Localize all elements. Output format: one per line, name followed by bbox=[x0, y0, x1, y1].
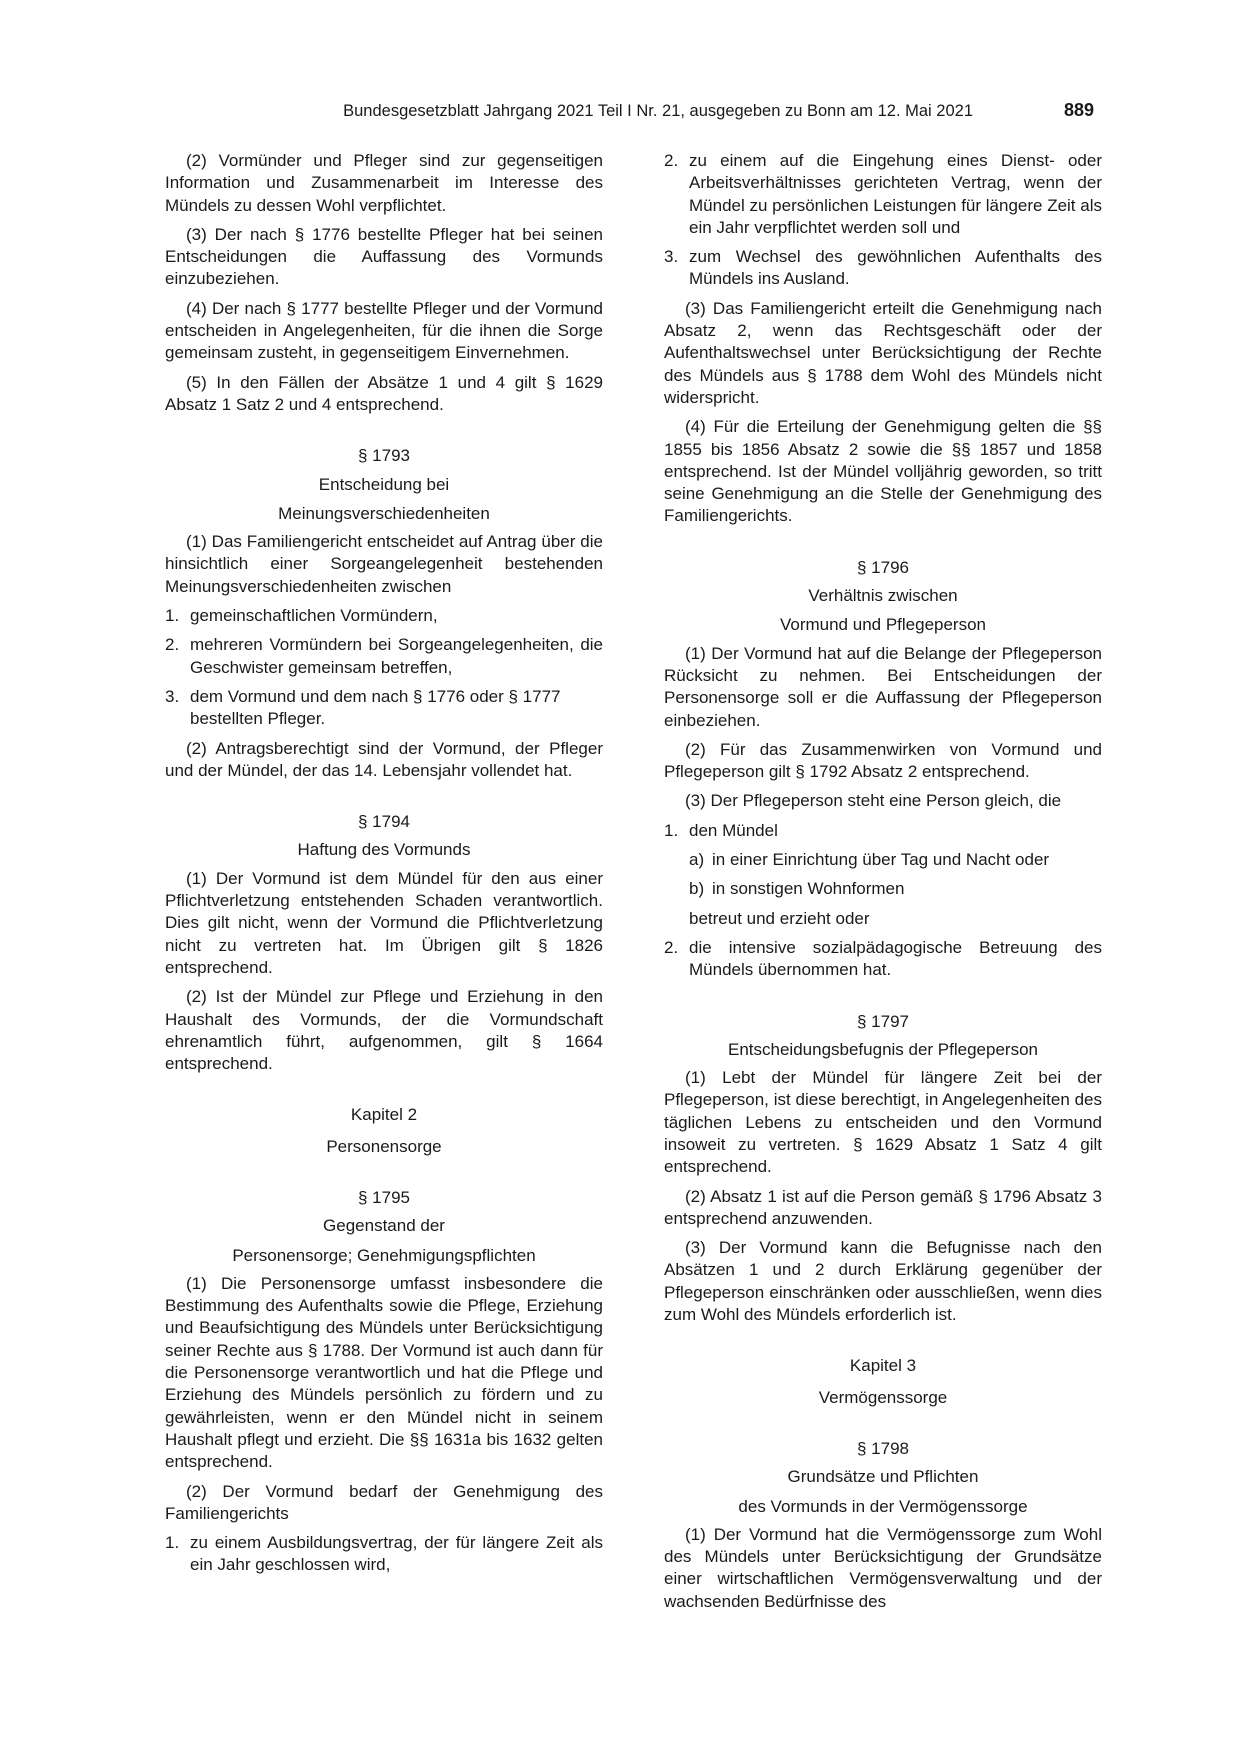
page-number: 889 bbox=[1064, 100, 1095, 120]
sub-list-text: in einer Einrichtung über Tag und Nacht oder bbox=[712, 850, 1050, 870]
paragraph: (2) Vormünder und Pfleger sind zur gegenseitigen Information und Zusammenarbeit im Interesse des Mündels zu dessen Wohl verpflichtet. bbox=[165, 151, 603, 215]
section-heading: Verhältnis zwischen bbox=[808, 586, 958, 606]
section-heading: des Vormunds in der Vermögenssorge bbox=[738, 1496, 1028, 1516]
paragraph: (5) In den Fällen der Absätze 1 und 4 gilt § 1629 Absatz 1 Satz 2 und 4 entsprechend. bbox=[165, 372, 603, 414]
list-item bbox=[165, 686, 603, 731]
paragraph: (1) Der Vormund hat auf die Belange der Pflegeperson Rücksicht zu nehmen. Bei Entscheidungen der Personensorge soll er die Auffassung der Pflegeperson einbeziehen. bbox=[664, 643, 1102, 730]
sub-list-item bbox=[664, 878, 1102, 900]
list-number: 3. bbox=[165, 686, 180, 706]
list-item bbox=[664, 820, 1102, 842]
section-number: § 1796 bbox=[857, 557, 909, 577]
list-number: 2. bbox=[165, 635, 180, 655]
paragraph: (2) Ist der Mündel zur Pflege und Erziehung in den Haushalt des Vormunds, der die Vormundschaft ehrenamtlich führt, aufgenommen, gilt § 1664 entsprechend. bbox=[165, 987, 603, 1074]
section-heading: Vormund und Pflegeperson bbox=[779, 615, 987, 635]
paragraph: (1) Die Personensorge umfasst insbesondere die Bestimmung des Aufenthalts sowie die Pflege, Erziehung und Beaufsichtigung des Mündels unter Berücksichtigung seiner Rechte aus § 1788. Der Vormund ist auch dann für die Personensorge verantwortlich und hat die Pflege und Erziehung des Mündels persönlich zu fördern und zu gewährleisten, wenn er den Mündel nicht in seinem Haushalt pflegt und erzieht. Die §§ 1631a bis 1632 gelten entsprechend. bbox=[165, 1273, 603, 1472]
paragraph: (1) Der Vormund hat die Vermögenssorge zum Wohl des Mündels unter Berücksichtigung der Grundsätze einer wirtschaftlichen Vermögensverwaltung und der wachsenden Bedürfnisse des bbox=[664, 1524, 1102, 1611]
right-column bbox=[664, 150, 1102, 1620]
list-text: mehreren Vormündern bei Sorgeangelegenheiten, die Geschwister gemeinsam betreffen, bbox=[190, 635, 603, 677]
list-item bbox=[165, 605, 603, 627]
section-heading: Grundsätze und Pflichten bbox=[787, 1467, 979, 1487]
header-title: Bundesgesetzblatt Jahrgang 2021 Teil I Nr. 21, ausgegeben zu Bonn am 12. Mai 2021 bbox=[343, 102, 973, 120]
section-number: § 1797 bbox=[857, 1011, 909, 1031]
section-number: § 1794 bbox=[358, 812, 410, 832]
section-heading: Personensorge; Genehmigungspflichten bbox=[232, 1245, 536, 1265]
sub-list-letter: b) bbox=[689, 879, 705, 899]
list-number: 1. bbox=[664, 820, 679, 840]
list-item bbox=[664, 246, 1102, 291]
paragraph: (1) Das Familiengericht entscheidet auf Antrag über die hinsichtlich einer Sorgeangelegenheit bestehenden Meinungsverschiedenheiten zwischen bbox=[165, 532, 603, 596]
section-number: § 1798 bbox=[857, 1438, 909, 1458]
chapter-label: Kapitel 2 bbox=[350, 1105, 418, 1125]
list-number: 2. bbox=[664, 151, 679, 170]
list-number: 1. bbox=[165, 1533, 180, 1553]
list-item bbox=[664, 937, 1102, 982]
paragraph: (3) Das Familiengericht erteilt die Genehmigung nach Absatz 2, wenn das Rechtsgeschäft oder der Aufenthaltswechsel unter Berücksichtigung der Rechte des Mündels aus § 1788 dem Wohl des Mündels nicht widerspricht. bbox=[664, 298, 1102, 407]
list-continuation: betreut und erzieht oder bbox=[689, 908, 870, 928]
left-column bbox=[165, 150, 603, 1584]
section-heading: Entscheidungsbefugnis der Pflegeperson bbox=[728, 1039, 1038, 1059]
paragraph: (4) Der nach § 1777 bestellte Pfleger und der Vormund entscheiden in Angelegenheiten, für die ihnen die Sorge gemeinsam zusteht, in gegenseitigem Einvernehmen. bbox=[165, 298, 603, 363]
chapter-title: Vermögenssorge bbox=[818, 1387, 948, 1407]
list-text: den Mündel bbox=[689, 820, 778, 840]
section-heading: Meinungsverschiedenheiten bbox=[278, 503, 490, 523]
list-item bbox=[165, 1532, 603, 1577]
list-text: zu einem Ausbildungsvertrag, der für längere Zeit als ein Jahr geschlossen wird, bbox=[190, 1533, 603, 1575]
sub-list-letter: a) bbox=[689, 850, 705, 870]
list-text: zum Wechsel des gewöhnlichen Aufenthalts des Mündels ins Ausland. bbox=[689, 247, 1102, 289]
list-item bbox=[664, 150, 1102, 239]
list-number: 2. bbox=[664, 937, 679, 957]
list-number: 3. bbox=[664, 247, 679, 267]
paragraph: (3) Der Vormund kann die Befugnisse nach den Absätzen 1 und 2 durch Erklärung gegenüber der Pflegeperson einschränken oder ausschließen, wenn dies zum Wohl des Mündels erforderlich ist. bbox=[664, 1238, 1102, 1325]
list-text: zu einem auf die Eingehung eines Dienst- oder Arbeitsverhältnisses gerichteten Vertrag, wenn der Mündel zu persönlichen Leistungen für längere Zeit als ein Jahr verpflichtet werden soll und bbox=[689, 151, 1102, 237]
list-item bbox=[165, 634, 603, 679]
page-header bbox=[0, 100, 1241, 126]
paragraph: (3) Der Pflegeperson steht eine Person gleich, die bbox=[685, 791, 1062, 811]
section-number: § 1793 bbox=[358, 446, 410, 466]
paragraph: (2) Absatz 1 ist auf die Person gemäß § 1796 Absatz 3 entsprechend anzuwenden. bbox=[664, 1186, 1102, 1228]
paragraph: (1) Der Vormund ist dem Mündel für den aus einer Pflichtverletzung entstehenden Schaden verantwortlich. Dies gilt nicht, wenn der Vormund die Pflichtverletzung nicht zu vertreten hat. Im Übrigen gilt § 1826 entsprechend. bbox=[165, 868, 603, 977]
sub-list-text: in sonstigen Wohnformen bbox=[712, 879, 905, 899]
section-heading: Haftung des Vormunds bbox=[297, 840, 471, 860]
section-number: § 1795 bbox=[358, 1187, 410, 1207]
list-text: dem Vormund und dem nach § 1776 oder § 1777 bestellten Pfleger. bbox=[190, 686, 561, 729]
chapter-title: Personensorge bbox=[326, 1136, 442, 1156]
list-number: 1. bbox=[165, 606, 180, 626]
paragraph: (2) Antragsberechtigt sind der Vormund, der Pfleger und der Mündel, der das 14. Lebensjahr vollendet hat. bbox=[165, 738, 603, 780]
section-heading: Entscheidung bei bbox=[318, 474, 450, 494]
sub-list-item bbox=[664, 849, 1102, 871]
paragraph: (2) Der Vormund bedarf der Genehmigung des Familiengerichts bbox=[165, 1481, 603, 1523]
paragraph: (2) Für das Zusammenwirken von Vormund und Pflegeperson gilt § 1792 Absatz 2 entsprechend. bbox=[664, 739, 1102, 782]
list-text: die intensive sozialpädagogische Betreuung des Mündels übernommen hat. bbox=[689, 937, 1102, 980]
paragraph: (1) Lebt der Mündel für längere Zeit bei der Pflegeperson, ist diese berechtigt, in Angelegenheiten des täglichen Lebens zu entscheiden und den Vormund insoweit zu vertreten. § 1629 Absatz 1 Satz 4 gilt entsprechend. bbox=[664, 1068, 1102, 1177]
list-text: gemeinschaftlichen Vormündern, bbox=[190, 606, 438, 626]
section-heading: Gegenstand der bbox=[323, 1216, 445, 1236]
paragraph: (3) Der nach § 1776 bestellte Pfleger hat bei seinen Entscheidungen die Auffassung des Vormunds einzubeziehen. bbox=[165, 224, 603, 289]
chapter-label: Kapitel 3 bbox=[849, 1356, 917, 1376]
paragraph: (4) Für die Erteilung der Genehmigung gelten die §§ 1855 bis 1856 Absatz 2 sowie die §§ 1857 und 1858 entsprechend. Ist der Mündel volljährig geworden, so tritt seine Genehmigung an die Stelle der Genehmigung des Familiengerichts. bbox=[664, 417, 1102, 526]
